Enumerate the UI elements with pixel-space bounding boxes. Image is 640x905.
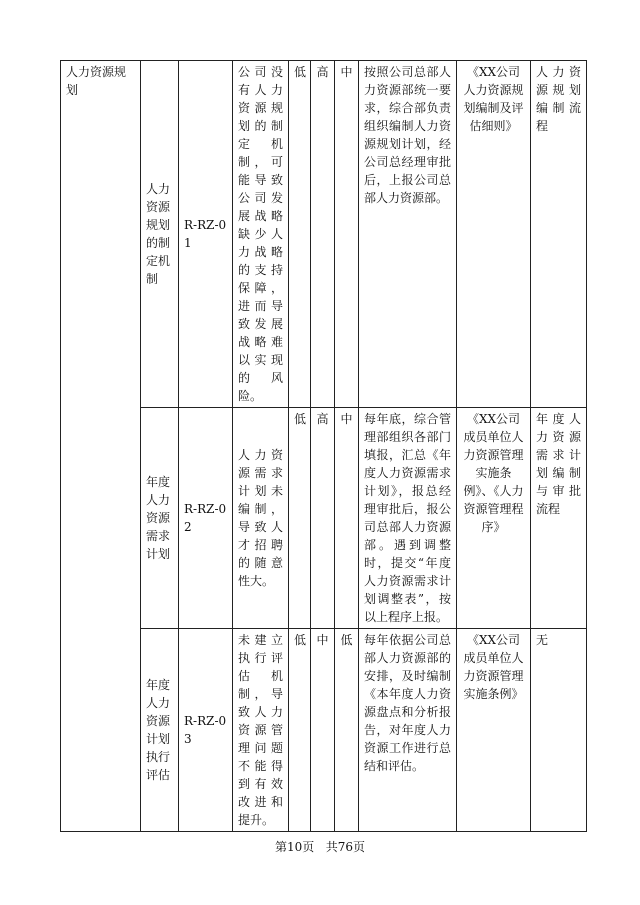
level-cell: 中 (335, 408, 359, 629)
level-cell: 低 (335, 629, 359, 832)
code-cell: R-RZ-03 (179, 629, 233, 832)
risk-cell: 公司没有人力资源规划的制定机制，可能导致公司发展战略缺少人力战略的支持保障，进而导致发展战略难以实现的风险。 (233, 61, 289, 408)
code-cell: R-RZ-02 (179, 408, 233, 629)
likelihood-cell: 低 (289, 61, 311, 408)
item-cell: 年度人力资源计划执行评估 (141, 629, 179, 832)
impact-cell: 高 (311, 408, 335, 629)
risk-cell: 未建立执行评估机制，导致人力资源管理问题不能得到有效改进和提升。 (233, 629, 289, 832)
risk-cell: 人力资源需求计划未编制，导致人才招聘的随意性大。 (233, 408, 289, 629)
code-cell: R-RZ-01 (179, 61, 233, 408)
page-number: 第10页 (274, 840, 315, 854)
impact-cell: 中 (311, 629, 335, 832)
table-row (61, 61, 587, 408)
reference-cell: 《XX公司成员单位人力资源管理实施条例》、《人力资源管理程序》 (457, 408, 531, 629)
control-cell: 每年底，综合管理部组织各部门填报，汇总《年度人力资源需求计划》，报总经理审批后，报公司总部人力资源部。遇到调整时，提交“年度人力资源需求计划调整表”，按以上程序上报。 (359, 408, 457, 629)
page-total: 共76页 (325, 840, 365, 854)
likelihood-cell: 低 (289, 629, 311, 832)
item-cell: 人力资源规划的制定机制 (141, 61, 179, 408)
process-cell: 无 (531, 629, 587, 832)
likelihood-cell: 低 (289, 408, 311, 629)
process-cell: 年度人力资源需求计划编制与审批流程 (531, 408, 587, 629)
control-cell: 按照公司总部人力资源部统一要求，综合部负责组织编制人力资源规划计划，经公司总经理审批后，上报公司总部人力资源部。 (359, 61, 457, 408)
process-cell: 人力资源规划编制流程 (531, 61, 587, 408)
risk-control-table (60, 60, 587, 832)
impact-cell: 高 (311, 61, 335, 408)
level-cell: 中 (335, 61, 359, 408)
category-cell: 人力资源规划 (61, 61, 141, 832)
page-footer (0, 838, 640, 855)
control-cell: 每年依据公司总部人力资源部的安排，及时编制《本年度人力资源盘点和分析报告，对年度人力资源工作进行总结和评估。 (359, 629, 457, 832)
item-cell: 年度人力资源需求计划 (141, 408, 179, 629)
reference-cell: 《XX公司人力资源规划编制及评估细则》 (457, 61, 531, 408)
reference-cell: 《XX公司成员单位人力资源管理实施条例》 (457, 629, 531, 832)
